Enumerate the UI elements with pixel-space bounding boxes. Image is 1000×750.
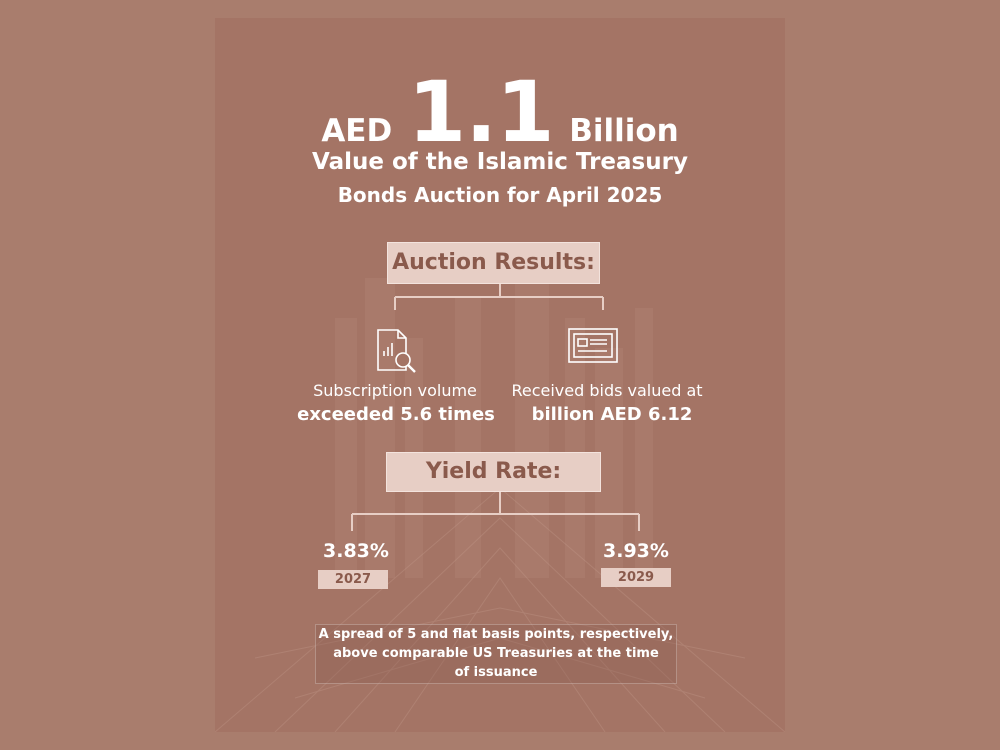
spread-note <box>315 624 677 684</box>
subtitle-line-2: Bonds Auction for April 2025 <box>337 183 663 207</box>
yield-rate-heading: Yield Rate: <box>386 452 601 492</box>
spread-note-line-2: above comparable US Treasuries at the time <box>333 646 659 661</box>
infographic-card <box>215 18 785 732</box>
spread-note-line-1: A spread of 5 and flat basis points, respectively, <box>318 627 674 642</box>
infographic-content <box>215 18 785 732</box>
received-bids-value: billion AED 6.12 <box>531 404 693 425</box>
spread-note-line-3: of issuance <box>454 665 538 680</box>
subtitle-line-1: Value of the Islamic Treasury <box>312 149 688 175</box>
auction-results-heading: Auction Results: <box>387 242 600 284</box>
yield-rate-2027-value: 3.83% <box>323 540 389 562</box>
yield-rate-2027-year: 2027 <box>318 570 388 589</box>
yield-rate-2029-value: 3.93% <box>603 540 669 562</box>
subscription-volume-label: Subscription volume <box>313 381 477 400</box>
headline-amount: 1.1 <box>407 63 554 161</box>
headline-currency: AED <box>321 113 393 149</box>
subscription-volume-value: exceeded 5.6 times <box>297 404 495 425</box>
received-bids-label: Received bids valued at <box>511 381 703 400</box>
yield-rate-2029-year: 2029 <box>601 568 671 587</box>
headline-unit: Billion <box>569 113 679 149</box>
